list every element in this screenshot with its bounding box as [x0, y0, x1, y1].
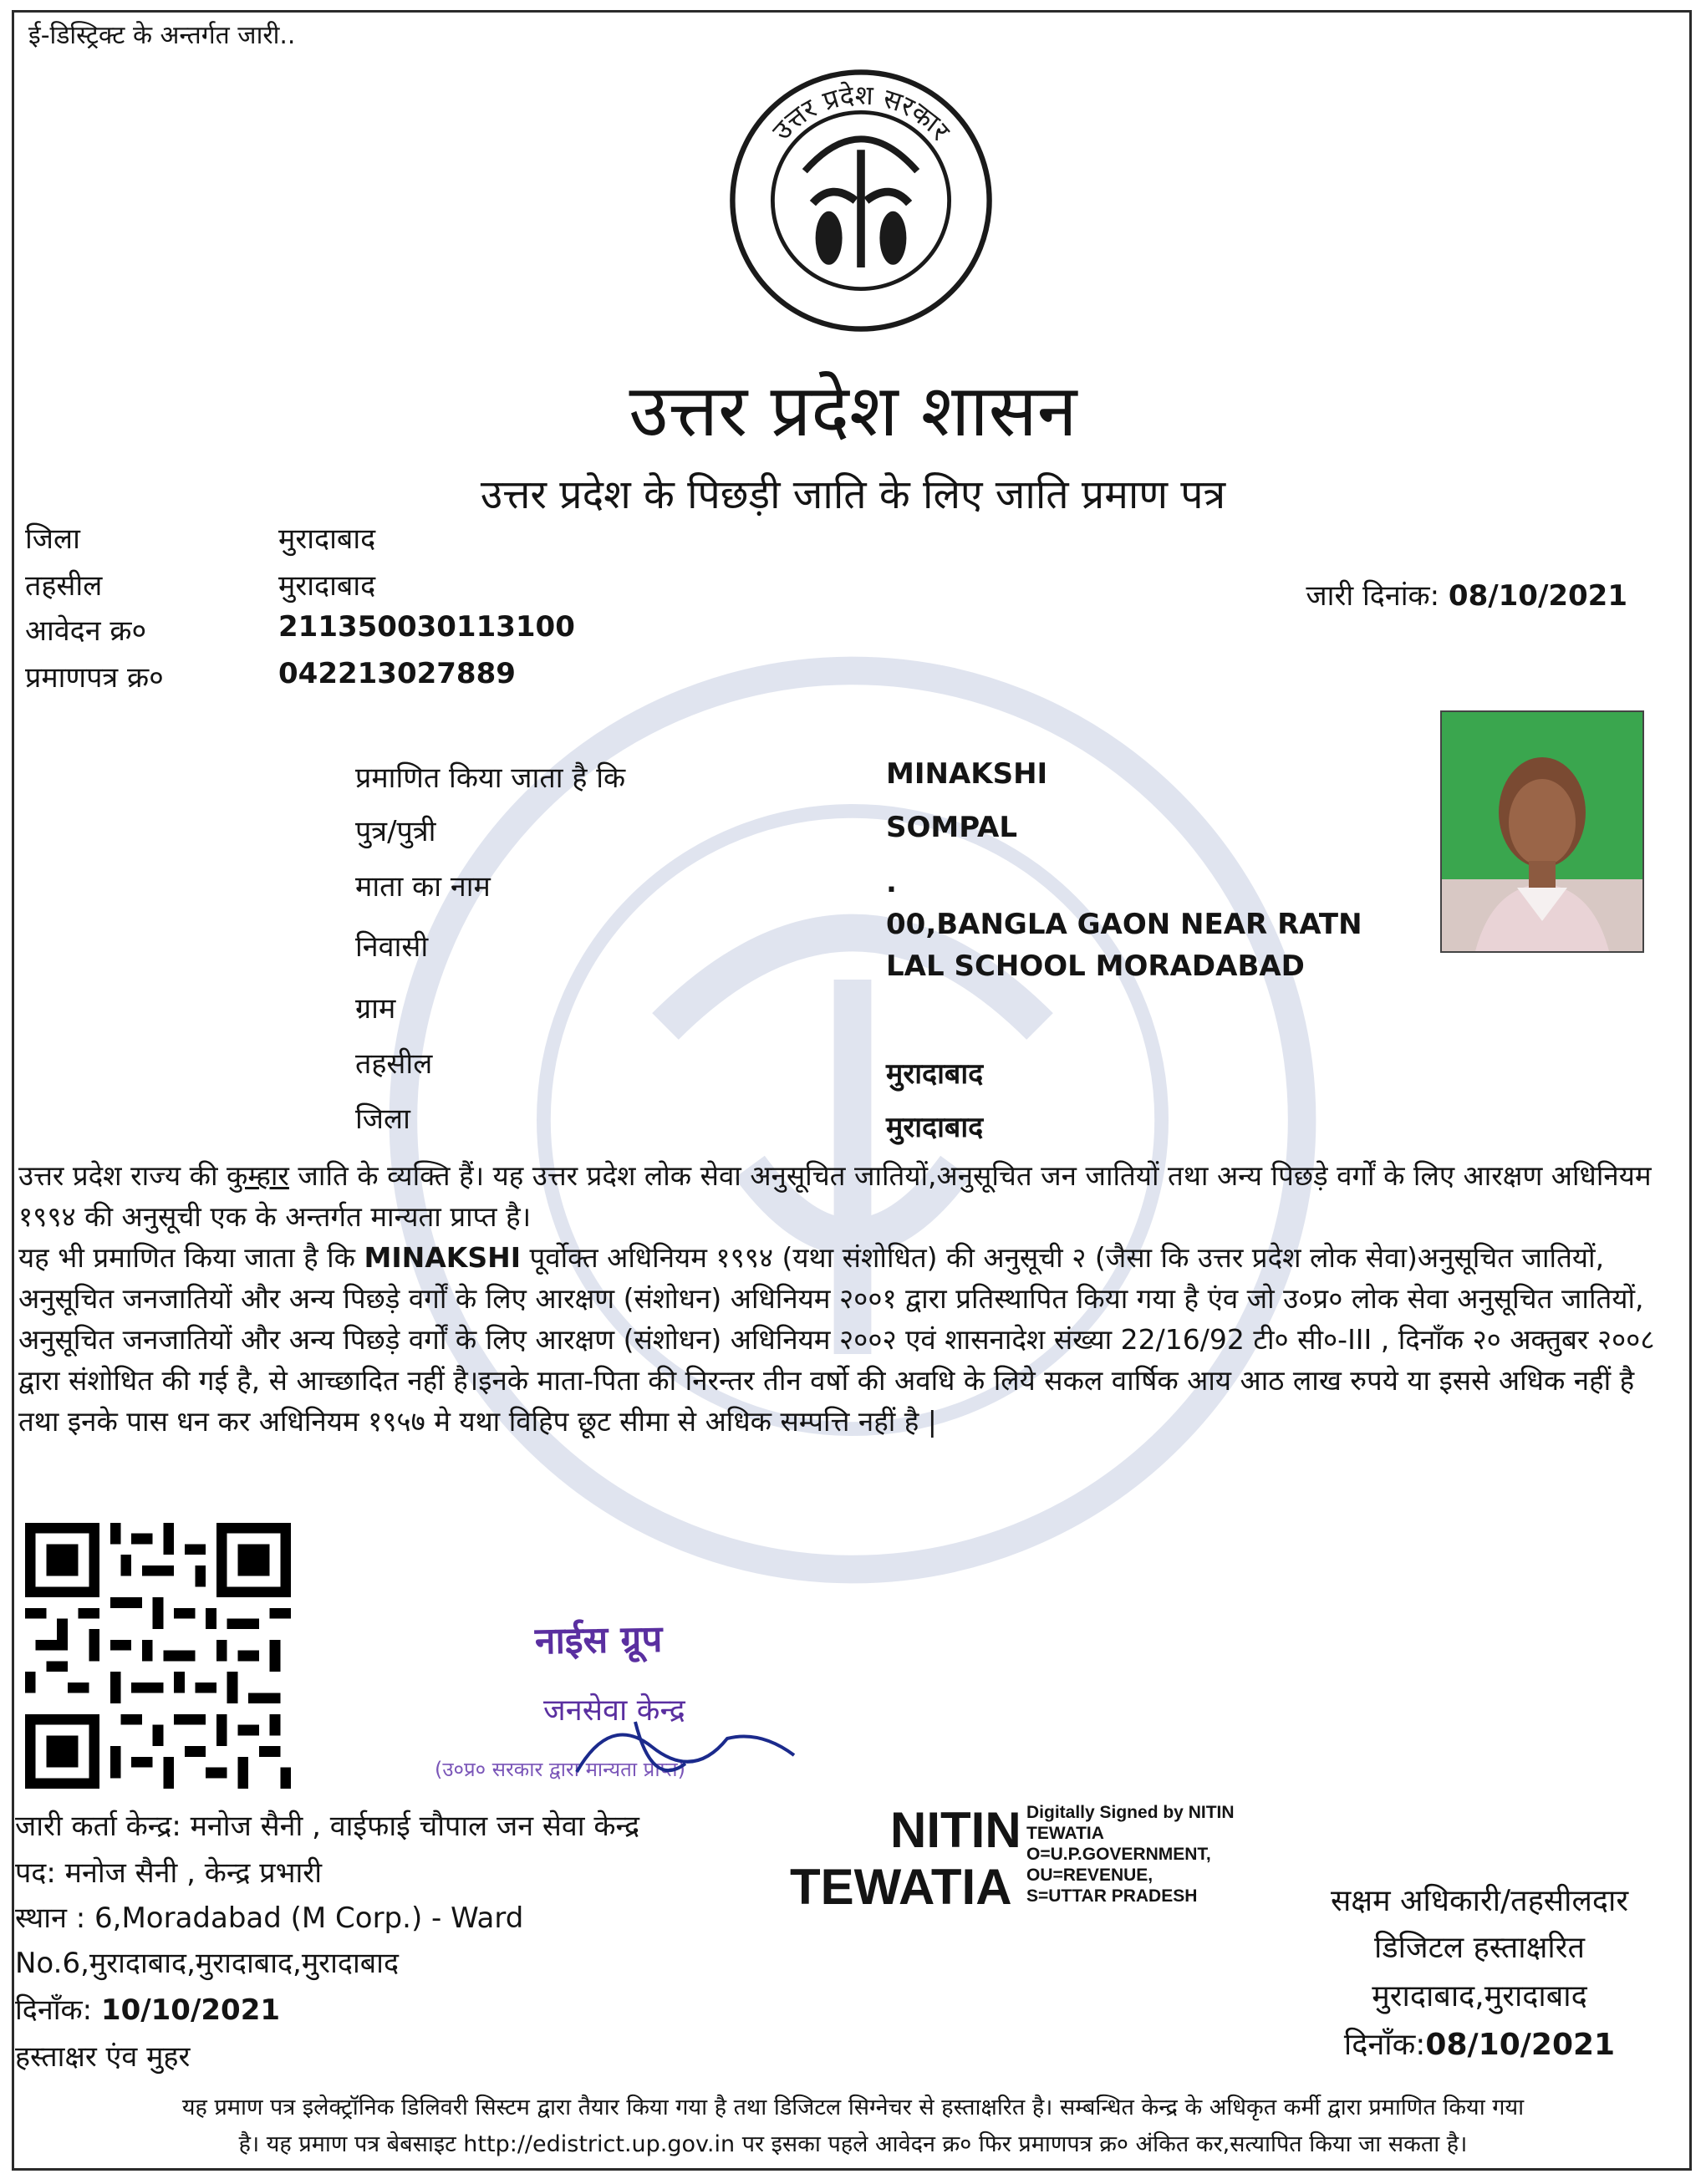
authority-date	[1271, 2023, 1688, 2064]
meta-district-label: जिला	[25, 522, 80, 556]
digital-signature-details	[1026, 1802, 1260, 1907]
certificate-body	[18, 1155, 1682, 1442]
rubber-stamp	[435, 1613, 903, 1814]
dsig-line-4: OU=REVENUE,	[1026, 1866, 1153, 1885]
footer-note	[0, 2090, 1706, 2163]
stamp-line-2: जनसेवा केन्द्र	[543, 1693, 685, 1728]
address-line-2: LAL SCHOOL MORADABAD	[886, 949, 1305, 983]
authority-date-label: दिनाँक:	[1343, 2028, 1426, 2062]
issuer-date-label: दिनाँक:	[15, 1993, 93, 2027]
issuer-place-line-2: No.6,मुरादाबाद,मुरादाबाद,मुरादाबाद	[15, 1947, 400, 1980]
village-label: ग्राम	[355, 992, 396, 1026]
issuer-date	[15, 1989, 280, 2028]
issue-date	[1306, 575, 1627, 613]
svg-text:उत्तर प्रदेश सरकार: उत्तर प्रदेश सरकार	[765, 79, 957, 147]
father-name: SOMPAL	[886, 811, 1018, 844]
up-government-emblem	[727, 67, 995, 334]
application-number: 211350030113100	[278, 610, 575, 644]
dsig-line-2: TEWATIA	[1026, 1824, 1104, 1843]
authority-title: सक्षम अधिकारी/तहसीलदार	[1330, 1884, 1629, 1918]
issuing-center: जारी कर्ता केन्द्र: मनोज सैनी , वाईफाई चौपाल जन सेवा केन्द्र	[15, 1810, 640, 1843]
relation-label: पुत्र/पुत्री	[355, 815, 436, 848]
applicant-name: MINAKSHI	[886, 757, 1048, 791]
qr-code	[25, 1523, 291, 1789]
applicant-photo	[1440, 710, 1644, 953]
certificate-title: उत्तर प्रदेश के पिछड़ी जाति के लिए जाति प्रमाण पत्र	[480, 471, 1226, 518]
digital-signer-name	[790, 1802, 1021, 1916]
authority-location: मुरादाबाद,मुरादाबाद	[1372, 1979, 1587, 2013]
footer-line-2: है। यह प्रमाण पत्र बेबसाइट http://edistrict.up.gov.in पर इसका पहले आवेदन क्र० फिर प्रमाणपत्र क्र० अंकित कर,सत्यापित किया जा सकता है।	[238, 2131, 1468, 2157]
issuer-post: पद: मनोज सैनी , केन्द्र प्रभारी	[15, 1856, 323, 1890]
field-tehsil-label: तहसील	[355, 1047, 433, 1081]
mother-name: .	[886, 866, 897, 899]
issue-date-value: 08/10/2021	[1448, 579, 1627, 613]
stamp-line-1: नाईस ग्रूप	[534, 1617, 663, 1663]
body-applicant-name: MINAKSHI	[364, 1241, 522, 1274]
header-note: ई-डिस्ट्रिक्ट के अन्तर्गत जारी..	[28, 21, 296, 50]
signature-label: हस्ताक्षर एंव मुहर	[15, 2040, 191, 2074]
resident-label: निवासी	[355, 930, 429, 964]
address-line-1: 00,BANGLA GAON NEAR RATN	[886, 908, 1362, 941]
issue-date-label: जारी दिनांक:	[1306, 579, 1440, 613]
field-district-label: जिला	[355, 1102, 410, 1136]
meta-district-value: मुरादाबाद	[278, 522, 376, 556]
signer-first-name: NITIN	[890, 1802, 1021, 1858]
dsig-line-5: S=UTTAR PRADESH	[1026, 1886, 1198, 1906]
field-tehsil-value: मुरादाबाद	[886, 1057, 984, 1091]
government-title: उत्तर प्रदेश शासन	[629, 369, 1077, 453]
certify-label: प्रमाणित किया जाता है कि	[355, 761, 626, 795]
field-district-value: मुरादाबाद	[886, 1111, 984, 1144]
body-paragraph-2: यह भी प्रमाणित किया जाता है कि MINAKSHI पूर्वोक्त अधिनियम १९९४ (यथा संशोधित) की अनुसूची २ (जैसा कि उत्तर प्रदेश लोक सेवा)अनुसूचित जातियों, अनुसूचित जनजातियों और अन्य पिछड़े वर्गों के लिए आरक्षण (संशोधन) अधिनियम २००१ द्वारा प्रतिस्थापित किया गया है एंव जो उ०प्र० लोक सेवा अनुसूचित जातियों, अनुसूचित जनजातियों और अन्य पिछड़े वर्गों के लिए आरक्षण (संशोधन) अधिनियम २००२ एवं शासनादेश संख्या 22/16/92 टी० सी०-III , दिनाँक २० अक्तुबर २००८ द्वारा संशोधित की गई है, से आच्छादित नहीं है।इनके माता-पिता की निरन्तर तीन वर्षो की अवधि के लिये सकल वार्षिक आय आठ लाख रुपये या इससे अधिक नहीं है तथा इनके पास धन कर अधिनियम १९५७ मे यथा विहिप छूट सीमा से अधिक सम्पत्ति नहीं है |	[18, 1241, 1655, 1438]
stamp-line-3: (उ०प्र० सरकार द्वारा मान्यता प्राप्त)	[435, 1758, 685, 1781]
authority-digital-signed: डिजिटल हस्ताक्षरित	[1374, 1931, 1585, 1965]
issuer-date-value: 10/10/2021	[100, 1993, 281, 2027]
caste-name: कुम्हार	[227, 1159, 289, 1192]
meta-application-label: आवेदन क्र०	[25, 614, 147, 648]
meta-certificate-label: प्रमाणपत्र क्र०	[25, 661, 164, 695]
body-paragraph-1: उत्तर प्रदेश राज्य की कुम्हार जाति के व्यक्ति हैं। यह उत्तर प्रदेश लोक सेवा अनुसूचित जातियों,अनुसूचित जन जातियों तथा अन्य पिछड़े वर्गों के लिए आरक्षण अधिनियम १९९४ की अनुसूची एक के अन्तर्गत मान्यता प्राप्त है।	[18, 1159, 1652, 1233]
dsig-line-3: O=U.P.GOVERNMENT,	[1026, 1845, 1211, 1864]
footer-line-1: यह प्रमाण पत्र इलेक्ट्रॉनिक डिलिवरी सिस्टम द्वारा तैयार किया गया है तथा डिजिटल सिग्नेचर से हस्ताक्षरित है। सम्बन्धित केन्द्र के अधिकृत कर्मी द्वारा प्रमाणित किया गया	[181, 2095, 1525, 2120]
photo-graphic	[1442, 712, 1642, 951]
meta-tehsil-label: तहसील	[25, 569, 103, 603]
meta-tehsil-value: मुरादाबाद	[278, 569, 376, 603]
dsig-line-1: Digitally Signed by NITIN	[1026, 1803, 1235, 1822]
mother-label: माता का नाम	[355, 870, 491, 904]
signer-last-name: TEWATIA	[790, 1859, 1012, 1915]
certificate-number: 042213027889	[278, 657, 516, 690]
authority-date-value: 08/10/2021	[1425, 2028, 1616, 2062]
issuer-place-line-1: स्थान : 6,Moradabad (M Corp.) - Ward	[15, 1901, 524, 1935]
signature-scribble	[560, 1705, 811, 1797]
